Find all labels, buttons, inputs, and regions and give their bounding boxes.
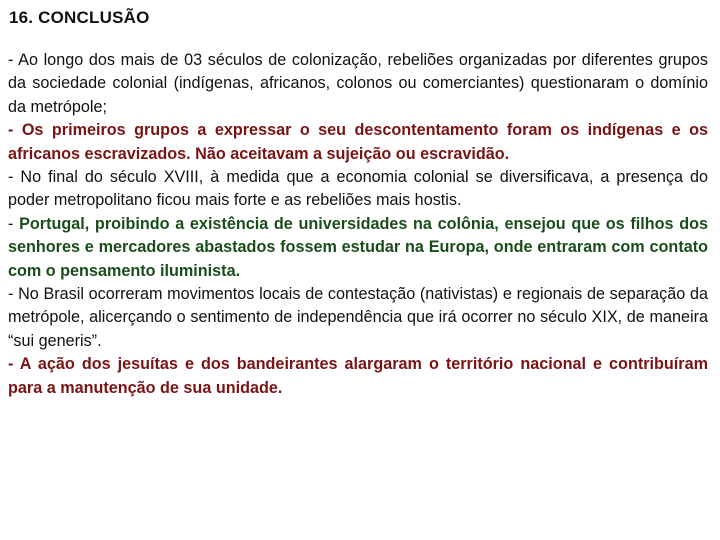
paragraph-portugal [8, 213, 708, 283]
paragraph-jesuits: - A ação dos jesuítas e dos bandeirantes alargaram o território nacional e contribuíram para a manutenção de sua unidade. [8, 355, 708, 397]
paragraph-first-groups: - Os primeiros grupos a expressar o seu descontentamento foram os indígenas e os africanos escravizados. Não aceitavam a sujeição ou escravidão. [8, 121, 708, 163]
paragraph-portugal-prefix: - [8, 214, 20, 233]
paragraph-colonization: - Ao longo dos mais de 03 séculos de colonização, rebeliões organizadas por diferentes grupos da sociedade colonial (indígenas, africanos, colonos ou comerciantes) questionaram o domínio da metrópole; [8, 51, 708, 116]
paragraph-eighteenth-century: - No final do século XVIII, à medida que a economia colonial se diversificava, a presença do poder metropolitano ficou mais forte e as rebeliões mais hostis. [8, 168, 708, 210]
paragraph-portugal-text: Portugal, proibindo a existência de universidades na colônia, ensejou que os filhos dos senhores e mercadores abastados fossem estudar na Europa, onde entraram com contato com o pensamento iluminista. [8, 214, 709, 280]
slide-title: 16. CONCLUSÃO [9, 8, 150, 27]
paragraph-brazil-movements: - No Brasil ocorreram movimentos locais de contestação (nativistas) e regionais de separação da metrópole, alicerçando o sentimento de independência que irá ocorrer no século XIX, de maneira “sui generis”. [8, 285, 708, 350]
conclusion-body [8, 49, 708, 400]
